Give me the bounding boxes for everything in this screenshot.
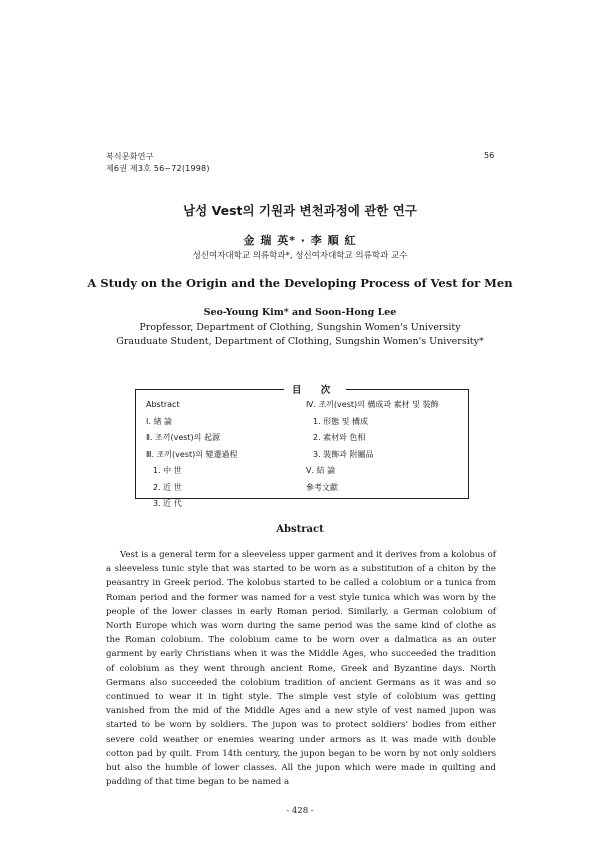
page-number-top: 56 — [484, 151, 495, 160]
toc-right-column — [306, 397, 438, 496]
english-title: A Study on the Origin and the Developing Process of Vest for Men — [87, 276, 513, 290]
toc-item: 參考文獻 — [306, 482, 338, 492]
toc-item: 3. 近 代 — [153, 499, 182, 508]
abstract-paragraph: Vest is a general term for a sleeveless upper garment and it derives from a kolobus of a sleeveless tunic style that was started to be worn as a substitution of a chiton by the peasantry in Greek period. The kolobus started to be called a colobium or a tunica from Roman period and the former was named for a vest style tunica which was worn by the people of the lower classes in early Roman period. Similarly, a German colobium of North Europe which was worn during the same period was the same kind of clothe as the Roman colobium. The colobium came to be worn over a dalmatica as an outer garment by early Christians when it was the Middle Ages, who succeeded the tradition of colobium as they went through ancient Rome, Greek and Byzantine days. North Germans also succeeded the colobium tradition of ancient Germans as it was and so continued to wear it in tight style. The simple vest style of colobium was getting vanished from the mid of the Middle Ages and a new style of vest named jupon was started to be worn by soldiers. The jupon was to protect soldiers' bodies from either severe cold weather or enemies wearing under armors as it was made with double cotton pad by quilt. From 14th century, the jupon began to be worn by not only soldiers but also the humble of lower classes. All the jupon which were made in quilting and padding of that time began to be named a — [106, 550, 496, 788]
journal-info — [106, 151, 210, 175]
toc-item: 1. 形態 및 構成 — [313, 416, 368, 426]
abstract-body — [106, 548, 496, 789]
toc-item: Ⅰ. 緖 論 — [146, 416, 172, 426]
toc-item: Ⅲ. 조끼(vest)의 變遷過程 — [146, 449, 238, 459]
table-of-contents — [135, 385, 469, 508]
toc-title: 目 次 — [284, 382, 346, 396]
toc-item: Ⅳ. 조끼(vest)의 構成과 素材 및 裝飾 — [306, 400, 439, 409]
page-number-bottom: - 428 - — [286, 806, 314, 816]
english-authors: Seo-Young Kim* and Soon-Hong Lee — [203, 307, 397, 318]
journal-name: 복식문화연구 — [106, 152, 154, 161]
toc-item: 1. 中 世 — [153, 466, 182, 475]
english-affiliation-2: Grauduate Student, Department of Clothing, Sungshin Women's University* — [116, 336, 484, 347]
korean-affiliation: 성신여자대학교 의류학과*, 성신여자대학교 의류학과 교수 — [192, 251, 408, 261]
toc-item: 2. 素材와 色相 — [313, 433, 366, 442]
toc-item: 3. 裝飾과 附屬品 — [313, 449, 374, 459]
abstract-heading: Abstract — [276, 524, 324, 535]
toc-item: Ⅱ. 조끼(vest)의 起源 — [146, 433, 220, 442]
toc-left-column — [146, 397, 238, 513]
korean-authors: 金 瑞 英* · 李 順 紅 — [243, 234, 357, 247]
journal-volume: 제6권 제3호 56~72(1998) — [106, 164, 210, 173]
toc-item: Abstract — [146, 400, 180, 409]
english-affiliation-1: Propfessor, Department of Clothing, Sungshin Women's University — [139, 322, 461, 333]
korean-title: 남성 Vest의 기원과 변천과정에 관한 연구 — [183, 203, 417, 218]
toc-item: 2. 近 世 — [153, 482, 182, 492]
toc-item: Ⅴ. 結 論 — [306, 466, 336, 475]
